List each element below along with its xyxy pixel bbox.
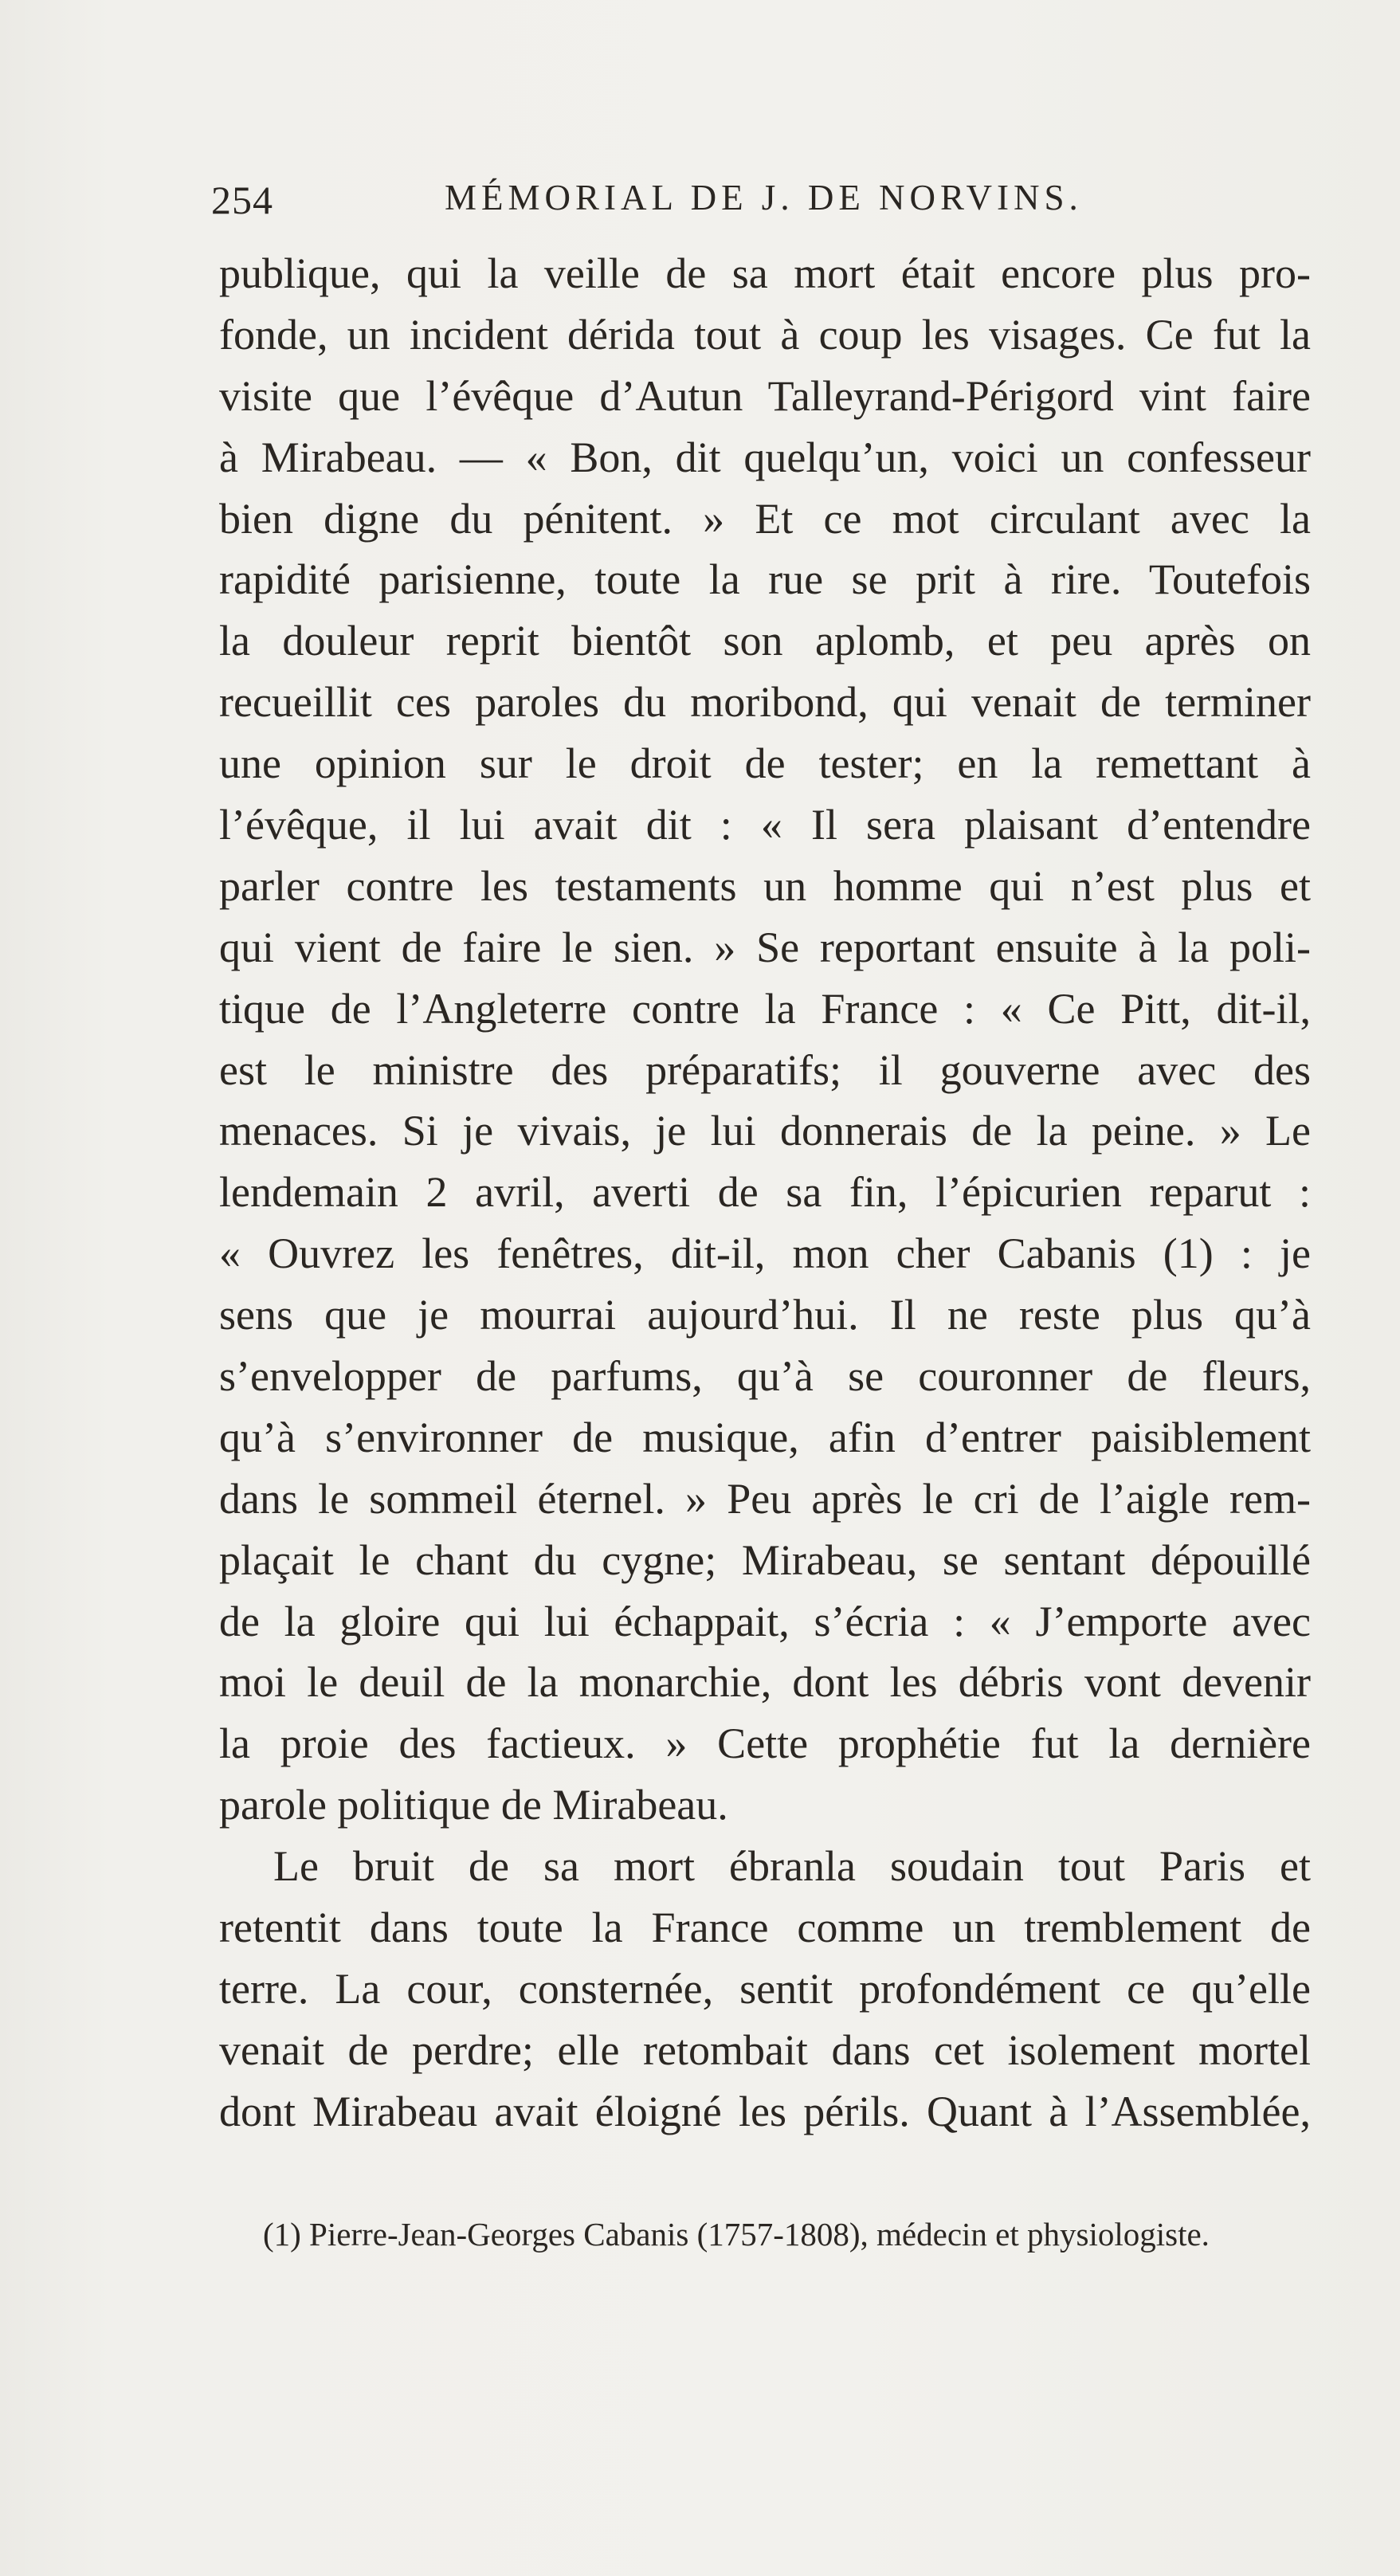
text-line: sens que je mourrai aujourd’hui. Il ne reste plus qu’à bbox=[219, 1291, 1311, 1339]
text-line: visite que l’évêque d’Autun Talleyrand-Périgord vint faire bbox=[219, 371, 1311, 420]
page-number: 254 bbox=[211, 178, 273, 222]
page-header bbox=[211, 177, 1319, 225]
text-line: rapidité parisienne, toute la rue se prit à rire. Toutefois bbox=[219, 555, 1311, 604]
text-line: l’évêque, il lui avait dit : « Il sera plaisant d’entendre bbox=[219, 801, 1311, 849]
text-line-paragraph-end: parole politique de Mirabeau. bbox=[219, 1781, 728, 1829]
body-text bbox=[219, 243, 1311, 2143]
text-line: dans le sommeil éternel. » Peu après le cri de l’aigle rem- bbox=[219, 1474, 1311, 1523]
text-line: dont Mirabeau avait éloigné les périls. Quant à l’Assemblée, bbox=[219, 2087, 1311, 2135]
text-line: la proie des factieux. » Cette prophétie fut la dernière bbox=[219, 1719, 1311, 1768]
text-line: de la gloire qui lui échappait, s’écria : « J’emporte avec bbox=[219, 1597, 1311, 1645]
text-line: moi le deuil de la monarchie, dont les débris vont devenir bbox=[219, 1658, 1311, 1707]
text-line: la douleur reprit bientôt son aplomb, et peu après on bbox=[219, 617, 1311, 665]
running-title: MÉMORIAL DE J. DE NORVINS. bbox=[445, 178, 1083, 218]
text-line: parler contre les testaments un homme qui n’est plus et bbox=[219, 861, 1311, 910]
footnote: (1) Pierre-Jean-Georges Cabanis (1757-1808), médecin et physiologiste. bbox=[263, 2216, 1210, 2253]
text-line: à Mirabeau. — « Bon, dit quelqu’un, voici un confesseur bbox=[219, 433, 1311, 481]
text-line-paragraph-start: Le bruit de sa mort ébranla soudain tout Paris et bbox=[273, 1842, 1311, 1891]
text-line: qui vient de faire le sien. » Se reportant ensuite à la poli- bbox=[219, 923, 1311, 971]
text-line: tique de l’Angleterre contre la France : « Ce Pitt, dit-il, bbox=[219, 984, 1311, 1033]
text-line: est le ministre des préparatifs; il gouverne avec des bbox=[219, 1045, 1311, 1094]
text-line: retentit dans toute la France comme un tremblement de bbox=[219, 1904, 1311, 1952]
text-line: plaçait le chant du cygne; Mirabeau, se sentant dépouillé bbox=[219, 1535, 1311, 1584]
text-line: une opinion sur le droit de tester; en la remettant à bbox=[219, 739, 1311, 788]
text-line: s’envelopper de parfums, qu’à se couronner de fleurs, bbox=[219, 1352, 1311, 1401]
text-line: lendemain 2 avril, averti de sa fin, l’épicurien reparut : bbox=[219, 1168, 1311, 1217]
text-line: « Ouvrez les fenêtres, dit-il, mon cher Cabanis (1) : je bbox=[219, 1229, 1311, 1278]
text-line: menaces. Si je vivais, je lui donnerais de la peine. » Le bbox=[219, 1107, 1311, 1155]
text-line: qu’à s’environner de musique, afin d’entrer paisiblement bbox=[219, 1413, 1311, 1461]
text-line: terre. La cour, consternée, sentit profondément ce qu’elle bbox=[219, 1964, 1311, 2013]
text-line: publique, qui la veille de sa mort était encore plus pro- bbox=[219, 249, 1311, 297]
text-line: bien digne du pénitent. » Et ce mot circulant avec la bbox=[219, 494, 1311, 543]
text-line: fonde, un incident dérida tout à coup les visages. Ce fut la bbox=[219, 310, 1311, 359]
text-line: venait de perdre; elle retombait dans cet isolement mortel bbox=[219, 2025, 1311, 2074]
text-line: recueillit ces paroles du moribond, qui venait de terminer bbox=[219, 678, 1311, 727]
